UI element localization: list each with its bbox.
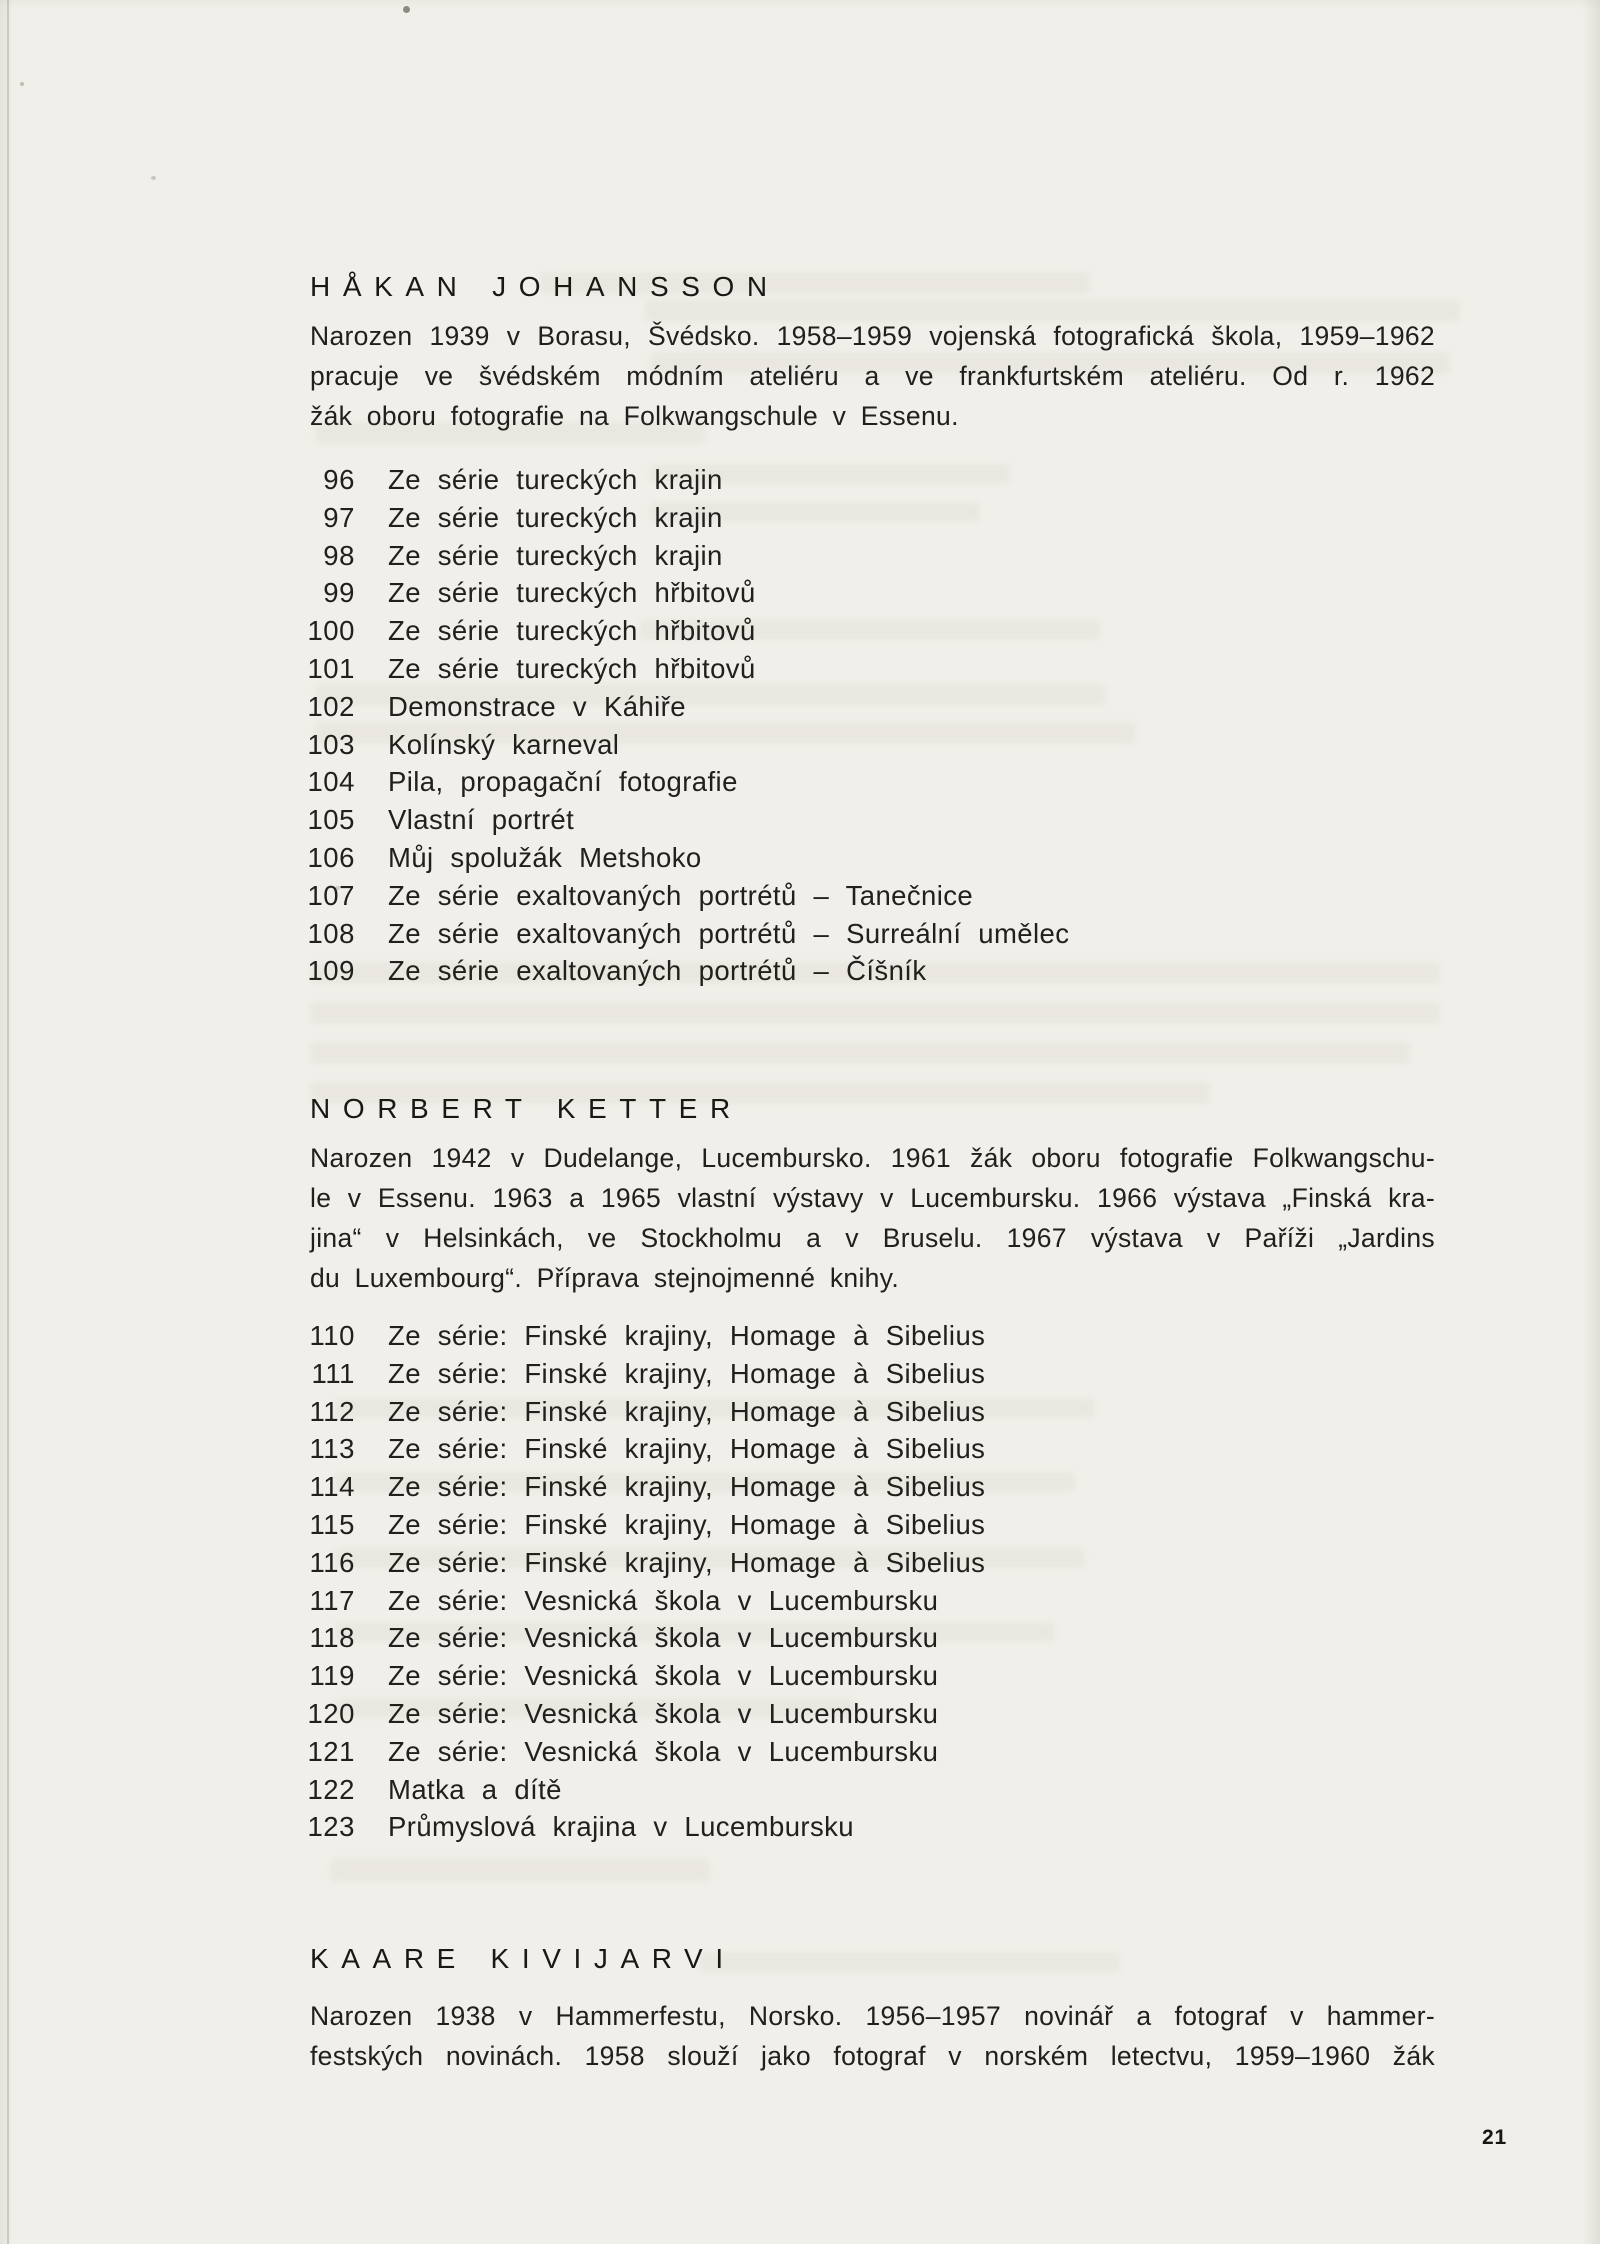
bleed-through-smudge: [330, 1858, 710, 1882]
catalog-number: 102: [307, 690, 355, 722]
catalog-number: 109: [307, 955, 355, 987]
catalog-title: Ze série tureckých krajin: [388, 464, 723, 495]
catalog-title: Ze série tureckých krajin: [388, 539, 723, 571]
catalog-title: Ze série: Finské krajiny, Homage à Sibelius: [388, 1357, 986, 1389]
catalog-row: [296, 574, 1436, 612]
catalog-title: Průmyslová krajina v Lucembursku: [388, 1811, 855, 1843]
catalog-title: Ze série: Finské krajiny, Homage à Sibelius: [388, 1395, 986, 1427]
bio-line: du Luxembourg“. Příprava stejnojmenné knihy.: [310, 1263, 900, 1293]
catalog-row: [296, 1733, 1436, 1771]
bleed-through-smudge: [700, 1952, 1120, 1972]
catalog-number: 96: [323, 464, 355, 495]
catalog-title: Ze série exaltovaných portrétů – Surreální umělec: [388, 917, 1070, 949]
artist-heading: KAARE KIVIJARVI: [310, 1943, 736, 1974]
catalog-title: Ze série: Vesnická škola v Lucembursku: [388, 1697, 939, 1729]
page-left-edge: [7, 0, 9, 2244]
catalog-number: 115: [309, 1508, 355, 1540]
catalog-row: [296, 1355, 1436, 1393]
catalog-list: [296, 1317, 1436, 1846]
catalog-number: 122: [307, 1773, 355, 1805]
paper-speck: [20, 82, 24, 86]
artist-heading: HÅKAN JOHANSSON: [310, 271, 780, 302]
page-number: 21: [1482, 2126, 1508, 2149]
catalog-number: 117: [309, 1584, 355, 1616]
catalog-title: Ze série: Finské krajiny, Homage à Sibelius: [388, 1320, 986, 1351]
catalog-title: Demonstrace v Káhiře: [388, 690, 686, 722]
catalog-number: 103: [307, 728, 355, 760]
bio-line: Narozen 1938 v Hammerfestu, Norsko. 1956–1957 novinář a fotograf v hammer-: [310, 2001, 1435, 2031]
catalog-number: 119: [309, 1660, 355, 1692]
catalog-row: [296, 952, 1436, 990]
catalog-row: [296, 763, 1436, 801]
catalog-row: [296, 1430, 1436, 1468]
catalog-number: 100: [307, 615, 355, 647]
catalog-title: Ze série: Vesnická škola v Lucembursku: [388, 1660, 939, 1692]
catalog-title: Ze série tureckých hřbitovů: [388, 652, 756, 684]
catalog-row: [296, 1657, 1436, 1695]
catalog-number: 97: [323, 501, 355, 533]
catalog-row: [296, 499, 1436, 537]
catalog-row: [296, 726, 1436, 764]
catalog-row: [296, 688, 1436, 726]
bio-line: Narozen 1942 v Dudelange, Lucembursko. 1961 žák oboru fotografie Folkwangschu-: [310, 1143, 1435, 1173]
artist-bio: [310, 1138, 1435, 1298]
bleed-through-smudge: [310, 1042, 1410, 1064]
catalog-row: [296, 839, 1436, 877]
catalog-number: 116: [309, 1546, 355, 1578]
catalog-title: Ze série: Vesnická škola v Lucembursku: [388, 1584, 939, 1616]
catalog-number: 118: [309, 1622, 355, 1654]
catalog-title: Ze série: Vesnická škola v Lucembursku: [388, 1735, 939, 1767]
catalog-row: [296, 1695, 1436, 1733]
catalog-row: [296, 1582, 1436, 1620]
catalog-row: [296, 612, 1436, 650]
bio-line: žák oboru fotografie na Folkwangschule v Essenu.: [310, 401, 959, 431]
catalog-title: Kolínský karneval: [388, 728, 620, 760]
catalog-title: Ze série tureckých krajin: [388, 501, 723, 533]
catalog-title: Ze série exaltovaných portrétů – Číšník: [388, 955, 927, 987]
catalog-list: [296, 461, 1436, 990]
catalog-row: [296, 1619, 1436, 1657]
catalog-title: Ze série tureckých hřbitovů: [388, 615, 756, 647]
catalog-number: 104: [307, 766, 355, 798]
catalog-number: 98: [323, 539, 355, 571]
catalog-number: 113: [309, 1433, 355, 1465]
catalog-row: [296, 650, 1436, 688]
catalog-row: [296, 461, 1436, 499]
bio-line: festských novinách. 1958 slouží jako fotograf v norském letectvu, 1959–1960 žák: [310, 2041, 1435, 2071]
catalog-title: Ze série: Vesnická škola v Lucembursku: [388, 1622, 939, 1654]
catalog-title: Ze série: Finské krajiny, Homage à Sibelius: [388, 1508, 986, 1540]
catalog-title: Ze série exaltovaných portrétů – Tanečnice: [388, 879, 974, 911]
paper-speck: [151, 176, 156, 180]
catalog-title: Ze série: Finské krajiny, Homage à Sibelius: [388, 1471, 986, 1503]
artist-bio: [310, 316, 1435, 436]
catalog-number: 123: [307, 1811, 355, 1843]
catalog-number: 105: [307, 804, 355, 836]
catalog-number: 111: [311, 1357, 355, 1389]
catalog-title: Ze série: Finské krajiny, Homage à Sibelius: [388, 1433, 986, 1465]
catalog-title: Matka a dítě: [388, 1773, 562, 1805]
catalog-row: [296, 1771, 1436, 1809]
catalog-title: Pila, propagační fotografie: [388, 766, 738, 798]
catalog-title: Můj spolužák Metshoko: [388, 841, 702, 873]
catalog-row: [296, 1468, 1436, 1506]
bio-line: Narozen 1939 v Borasu, Švédsko. 1958–1959 vojenská fotografická škola, 1959–1962: [310, 321, 1435, 351]
catalog-row: [296, 1393, 1436, 1431]
catalog-row: [296, 537, 1436, 575]
catalog-number: 99: [323, 577, 355, 609]
catalog-row: [296, 1506, 1436, 1544]
catalog-number: 101: [307, 652, 355, 684]
artist-heading: NORBERT KETTER: [310, 1093, 743, 1124]
catalog-title: Vlastní portrét: [388, 804, 575, 836]
catalog-number: 107: [307, 879, 355, 911]
catalog-number: 112: [309, 1395, 355, 1427]
artist-bio: [310, 1996, 1435, 2076]
bio-line: pracuje ve švédském módním ateliéru a ve frankfurtském ateliéru. Od r. 1962: [310, 361, 1435, 391]
paper-speck: [403, 6, 410, 13]
bio-line: jina“ v Helsinkách, ve Stockholmu a v Bruselu. 1967 výstava v Paříži „Jardins: [310, 1223, 1435, 1253]
catalog-number: 114: [309, 1471, 355, 1503]
catalog-number: 121: [307, 1735, 355, 1767]
catalog-row: [296, 1808, 1436, 1846]
catalog-number: 106: [307, 841, 355, 873]
catalog-number: 108: [307, 917, 355, 949]
catalog-row: [296, 915, 1436, 953]
catalog-number: 120: [307, 1697, 355, 1729]
catalog-title: Ze série tureckých hřbitovů: [388, 577, 756, 609]
bio-line: le v Essenu. 1963 a 1965 vlastní výstavy v Lucembursku. 1966 výstava „Finská kra-: [310, 1183, 1435, 1213]
catalog-row: [296, 877, 1436, 915]
catalog-row: [296, 801, 1436, 839]
catalog-number: 110: [309, 1320, 355, 1351]
catalog-row: [296, 1317, 1436, 1355]
catalog-row: [296, 1544, 1436, 1582]
bleed-through-smudge: [310, 1002, 1440, 1024]
catalog-title: Ze série: Finské krajiny, Homage à Sibelius: [388, 1546, 986, 1578]
